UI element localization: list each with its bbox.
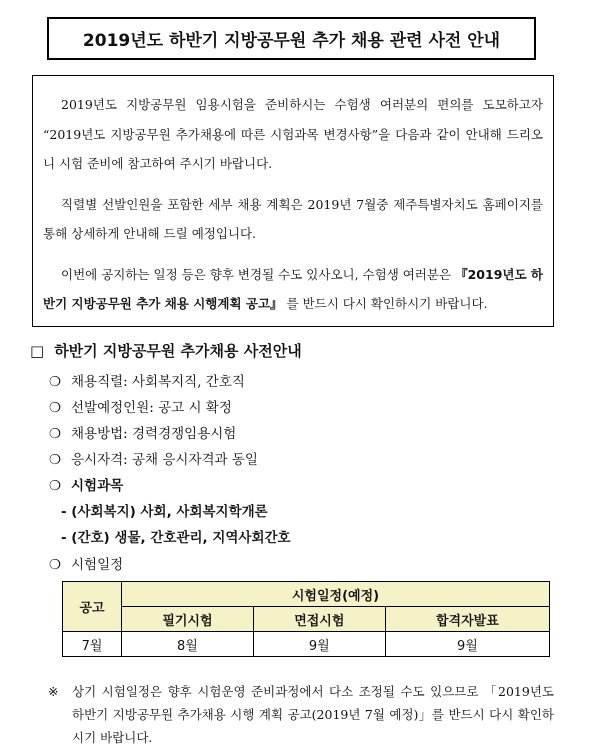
table-cell: 9월	[253, 632, 385, 657]
footnote	[48, 680, 554, 749]
notice-paragraph-3	[43, 260, 543, 319]
page-title: 2019년도 하반기 지방공무원 추가 채용 관련 사전 안내	[47, 17, 536, 60]
list-item-subjects	[49, 474, 123, 494]
list-item-text: 시험과목	[71, 478, 124, 494]
table-header-result: 합격자발표	[385, 607, 549, 632]
footnote-text: 상기 시험일정은 향후 시험운영 준비과정에서 다소 조정될 수도 있으므로 「2019년도 하반기 지방공무원 추가채용 시행 계획 공고(2019년 7월 예정)」를 반드시 다시 확인하시기 바랍니다.	[72, 684, 554, 745]
notice-paragraph-2: 직렬별 선발인원을 포함한 세부 채용 계획은 2019년 7월중 제주특별자치도 홈페이지를 통해 상세하게 안내해 드릴 예정입니다.	[43, 196, 543, 241]
list-item-quota	[49, 396, 232, 416]
table-cell: 8월	[122, 632, 254, 657]
list-item-eligibility	[49, 448, 258, 468]
list-item-text: 채용직렬: 사회복지직, 간호직	[71, 374, 245, 390]
list-item-text: 시험일정	[71, 557, 124, 573]
list-item-method	[49, 422, 236, 442]
list-item-text: 채용방법: 경력경쟁임용시험	[71, 426, 237, 442]
table-header-interview: 면접시험	[253, 607, 385, 632]
subject-social-welfare: - (사회복지) 사회, 사회복지학개론	[61, 504, 268, 520]
list-item-text: 응시자격: 공채 응시자격과 동일	[71, 452, 258, 468]
notice-paragraph-3-lead: 이번에 공지하는 일정 등은 향후 변경될 수도 있사오니, 수험생 여러분은	[61, 266, 452, 282]
circle-bullet-icon: ❍	[49, 374, 62, 390]
notice-box	[32, 75, 554, 327]
circle-bullet-icon: ❍	[49, 400, 62, 416]
circle-bullet-icon: ❍	[49, 478, 62, 494]
list-item-position	[49, 370, 245, 390]
notice-paragraph-3-tail: 를 반드시 다시 확인하시기 바랍니다.	[286, 296, 488, 311]
section-heading	[30, 340, 302, 361]
notice-paragraph-1: 2019년도 지방공무원 임용시험을 준비하시는 수험생 여러분의 편의를 도모하고자 “2019년도 지방공무원 추가채용에 따른 시험과목 변경사항”을 다음과 같이 안내해 드리오니 시험 준비에 참고하여 주시기 바랍니다.	[43, 97, 543, 171]
subject-nursing: - (간호) 생물, 간호관리, 지역사회간호	[61, 530, 291, 546]
circle-bullet-icon: ❍	[49, 426, 62, 442]
square-bullet-icon: □	[30, 342, 45, 360]
table-header-notice: 공고	[63, 582, 122, 632]
table-cell: 9월	[385, 632, 549, 657]
section-heading-text: 하반기 지방공무원 추가채용 사전안내	[54, 342, 302, 360]
list-item-text: 선발예정인원: 공고 시 확정	[71, 400, 232, 416]
schedule-table	[62, 581, 550, 657]
circle-bullet-icon: ❍	[49, 557, 62, 573]
list-item-schedule	[49, 553, 123, 573]
table-header-written: 필기시험	[122, 607, 254, 632]
table-group-header: 시험일정(예정)	[122, 582, 550, 607]
circle-bullet-icon: ❍	[49, 452, 62, 468]
table-cell: 7월	[63, 632, 122, 657]
reference-mark-icon: ※	[48, 684, 59, 699]
notice-announcement-title: 『2019년도 하반기 지방공무원 추가 채용 시행계획 공고』	[43, 266, 543, 311]
